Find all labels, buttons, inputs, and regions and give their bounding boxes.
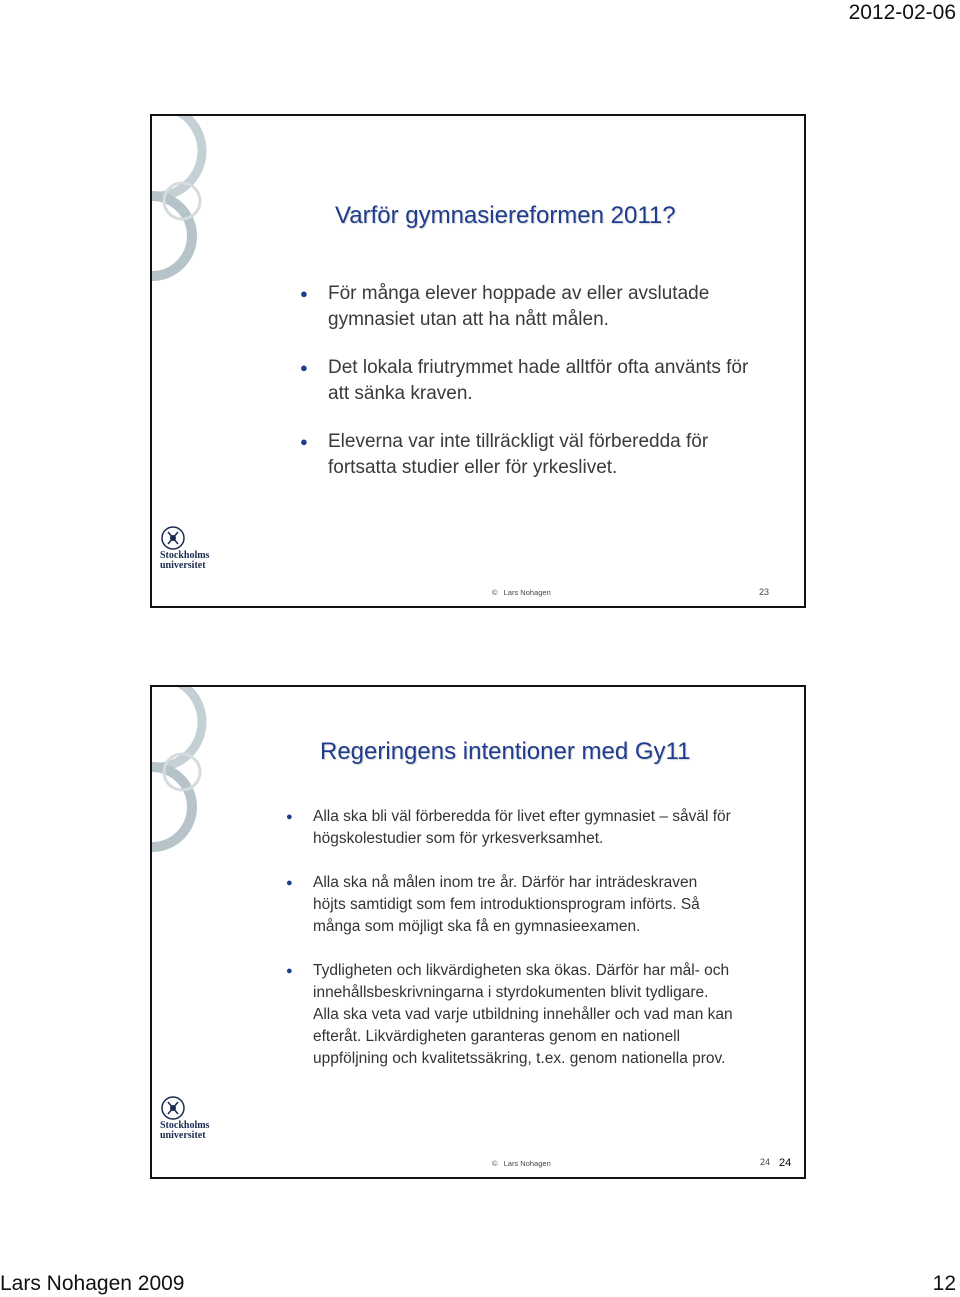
bullet-icon: ●	[286, 965, 293, 977]
slide-footer	[492, 588, 551, 597]
page-footer-author: Lars Nohagen 2009	[0, 1272, 185, 1295]
slide-number: 23	[759, 587, 770, 597]
slide-title: Regeringens intentioner med Gy11	[320, 738, 691, 765]
slide-footer	[492, 1159, 551, 1168]
list-item	[286, 872, 733, 938]
bullet-text: Eleverna var inte tillräckligt väl förberedda för fortsatta studier eller för yrkeslivet.	[328, 431, 709, 478]
footer-author: Lars Nohagen	[503, 1159, 551, 1168]
list-item	[300, 355, 768, 407]
crest-icon	[160, 1096, 186, 1120]
bullet-list	[286, 806, 733, 1092]
bullet-text: Det lokala friutrymmet hade alltför ofta använts för att sänka kraven.	[328, 357, 749, 404]
bullet-icon: ●	[286, 877, 293, 889]
bullet-text: Tydligheten och likvärdigheten ska ökas. Därför har mål- och innehållsbeskrivningarna i styrdokumenten blivit tydligare. Alla ska veta vad varje utbildning innehåller och vad man kan efteråt. Likvärdigheten garanteras genom en nationell uppföljning och kvalitetssäkring, t.ex. genom nationella prov.	[313, 962, 733, 1067]
slide-title: Varför gymnasiereformen 2011?	[335, 202, 676, 229]
logo-text: Stockholms universitet	[160, 550, 210, 571]
crest-icon	[160, 526, 186, 550]
stockholms-universitet-logo	[160, 1096, 215, 1142]
footer-author: Lars Nohagen	[503, 588, 551, 597]
slide-number: 24	[760, 1157, 771, 1167]
slide-24	[150, 685, 806, 1179]
bullet-icon: ●	[300, 434, 308, 449]
stockholms-universitet-logo	[160, 526, 215, 572]
bullet-icon: ●	[300, 286, 308, 301]
bullet-icon: ●	[300, 360, 308, 375]
bullet-text: För många elever hoppade av eller avslutade gymnasiet utan att ha nått målen.	[328, 283, 710, 330]
list-item	[286, 806, 733, 850]
slide-23	[150, 114, 806, 608]
list-item	[300, 281, 768, 333]
ring-decoration-icon	[150, 685, 252, 862]
bullet-text: Alla ska bli väl förberedda för livet efter gymnasiet – såväl för högskolestudier som för yrkesverksamhet.	[313, 808, 731, 847]
bullet-icon: ●	[286, 811, 293, 823]
bullet-text: Alla ska nå målen inom tre år. Därför har inträdeskraven höjts samtidigt som fem introduktionsprogram införts. Så många som möjligt ska få en gymnasieexamen.	[313, 874, 700, 935]
copyright-icon: ©	[492, 1159, 498, 1168]
list-item	[300, 429, 768, 481]
logo-text: Stockholms universitet	[160, 1120, 210, 1141]
ring-decoration-icon	[150, 114, 252, 291]
bullet-list	[300, 281, 768, 503]
list-item	[286, 960, 733, 1070]
page-number: 12	[932, 1272, 956, 1295]
page-date: 2012-02-06	[848, 1, 956, 24]
copyright-icon: ©	[492, 588, 498, 597]
slide-number-large: 24	[779, 1157, 792, 1169]
